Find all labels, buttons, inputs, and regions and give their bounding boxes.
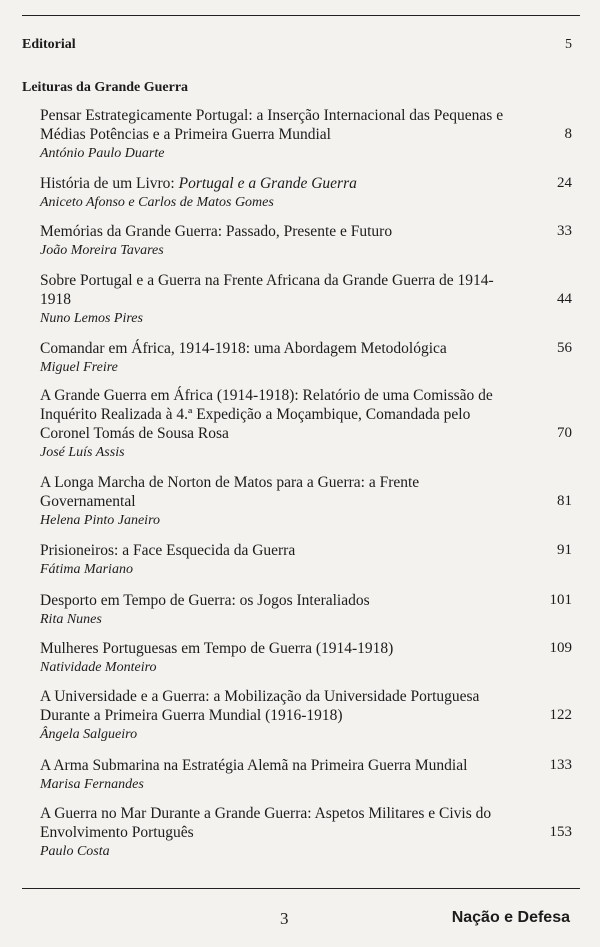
entry-title: A Universidade e a Guerra: a Mobilização da Universidade Portuguesa Durante a Primeira Guerra Mundial (1916-1918) (40, 688, 480, 724)
journal-title: Nação e Defesa (451, 909, 570, 926)
entry-page: 33 (557, 223, 572, 239)
toc-entry[interactable] (40, 339, 572, 376)
entry-title-prefix: História de um Livro: (40, 175, 179, 192)
entry-author: Marisa Fernandes (40, 777, 144, 792)
entry-author: Miguel Freire (40, 360, 118, 375)
toc-entry[interactable] (40, 804, 572, 860)
entry-author: Paulo Costa (40, 844, 110, 859)
entry-page: 81 (557, 493, 572, 509)
top-rule (22, 15, 580, 16)
editorial-row[interactable] (22, 36, 572, 53)
section-heading (22, 79, 572, 96)
entry-author: Nuno Lemos Pires (40, 311, 143, 326)
entry-author: Fátima Mariano (40, 562, 133, 577)
bottom-rule (22, 888, 580, 889)
toc-entry[interactable] (40, 639, 572, 676)
entry-author: Ângela Salgueiro (40, 727, 138, 742)
entry-title: Pensar Estrategicamente Portugal: a Inserção Internacional das Pequenas e Médias Potências e a Primeira Guerra Mundial (40, 107, 504, 143)
entry-title (40, 174, 510, 193)
entry-title-book: Portugal e a Grande Guerra (178, 175, 357, 192)
toc-entry[interactable] (40, 386, 572, 461)
toc-entry[interactable] (40, 541, 572, 578)
entry-page: 122 (549, 707, 572, 723)
entry-title: Desporto em Tempo de Guerra: os Jogos Interaliados (40, 592, 370, 609)
entry-author: Rita Nunes (40, 612, 102, 627)
section-heading-label: Leituras da Grande Guerra (22, 80, 189, 95)
entry-title: Sobre Portugal e a Guerra na Frente Africana da Grande Guerra de 1914-1918 (40, 272, 494, 308)
entry-title: A Grande Guerra em África (1914-1918): Relatório de uma Comissão de Inquérito Realizada à 4.ª Expedição a Moçambique, Comandada pelo Coronel Tomás de Sousa Rosa (40, 387, 493, 442)
toc-entry[interactable] (40, 271, 572, 327)
entry-author: António Paulo Duarte (40, 146, 165, 161)
entry-page: 101 (549, 592, 572, 608)
toc-entry[interactable] (40, 687, 572, 743)
entry-author: Helena Pinto Janeiro (40, 513, 161, 528)
entry-page: 56 (557, 340, 572, 356)
entry-page: 153 (549, 824, 572, 840)
entry-title: A Guerra no Mar Durante a Grande Guerra: Aspetos Militares e Civis do Envolvimento Português (40, 805, 492, 841)
toc-entry[interactable] (40, 591, 572, 628)
entry-page: 24 (557, 175, 572, 191)
entry-title: A Longa Marcha de Norton de Matos para a Guerra: a Frente Governamental (40, 474, 420, 510)
entry-author: Natividade Monteiro (40, 660, 157, 675)
entry-page: 44 (557, 291, 572, 307)
entry-author: Aniceto Afonso e Carlos de Matos Gomes (40, 195, 274, 210)
entry-title: Mulheres Portuguesas em Tempo de Guerra (1914-1918) (40, 640, 394, 657)
entry-page: 70 (557, 425, 572, 441)
toc-entry[interactable] (40, 222, 572, 259)
toc-entry[interactable] (40, 756, 572, 793)
entry-page: 91 (557, 542, 572, 558)
entry-page: 8 (564, 126, 572, 142)
toc-entry[interactable] (40, 473, 572, 529)
entry-title: Memórias da Grande Guerra: Passado, Presente e Futuro (40, 223, 393, 240)
entry-title: Prisioneiros: a Face Esquecida da Guerra (40, 542, 296, 559)
entry-author: José Luís Assis (40, 445, 125, 460)
editorial-page: 5 (565, 37, 572, 52)
editorial-label: Editorial (22, 37, 76, 52)
entry-page: 109 (549, 640, 572, 656)
entry-title: A Arma Submarina na Estratégia Alemã na Primeira Guerra Mundial (40, 757, 468, 774)
page-number: 3 (280, 909, 289, 928)
entry-author: João Moreira Tavares (40, 243, 164, 258)
entry-page: 133 (549, 757, 572, 773)
toc-entry[interactable] (40, 174, 572, 211)
toc-entry[interactable] (40, 106, 572, 162)
entry-title: Comandar em África, 1914-1918: uma Abordagem Metodológica (40, 340, 447, 357)
